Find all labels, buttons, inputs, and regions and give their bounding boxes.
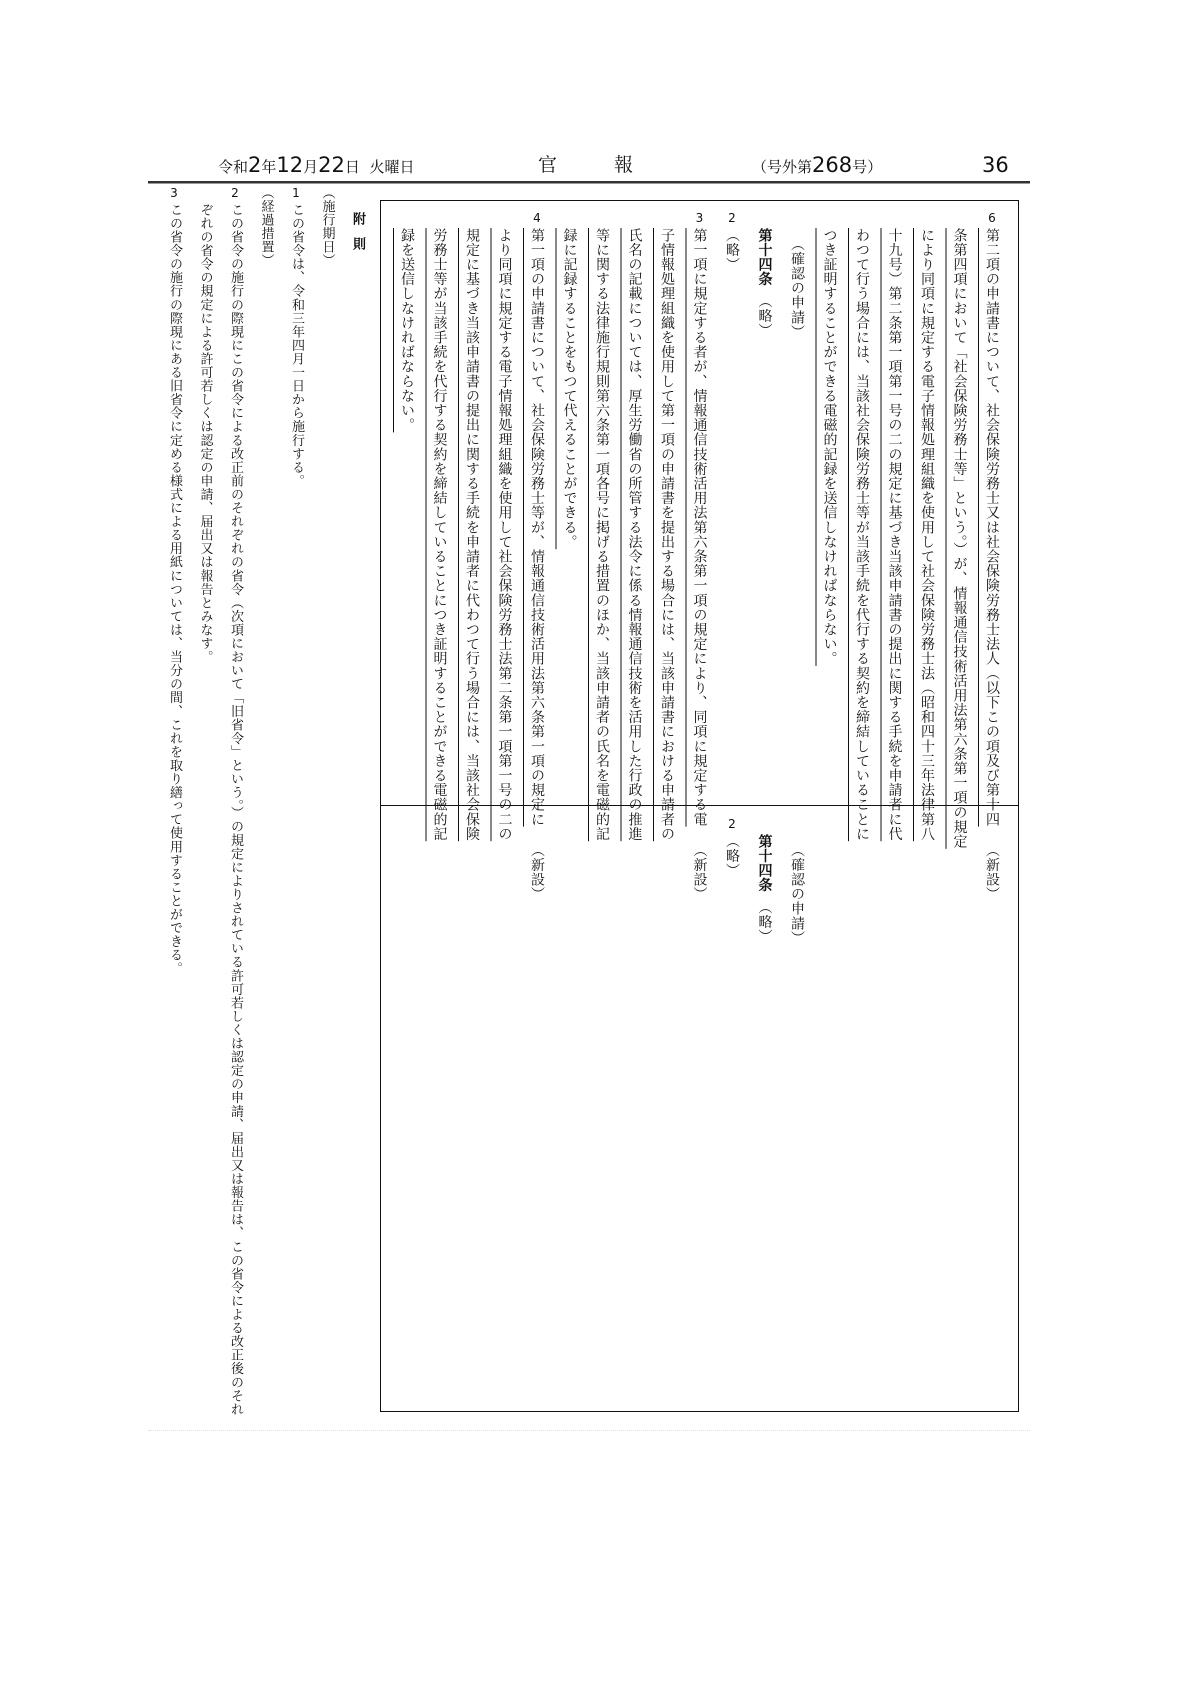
section-heading [521,817,554,1417]
text-column [586,817,619,1417]
section-heading [683,817,716,1417]
text-column [618,211,651,842]
paragraph-number: 6 [985,211,999,226]
column-text: 条第四項において「社会保険労務士等」という。）が、情報通信技術活用法第六条第一項の規定 [951,228,968,849]
column-text: 等に関する法律施行規則第六条第一項各号に掲げる措置のほか、当該申請者の氏名を電磁的記 [594,228,610,842]
paragraph-number: 4 [530,211,544,226]
text-column [553,211,586,813]
column-text: （略） [756,301,773,338]
column-text: （新設） [529,843,545,902]
text-column [586,211,619,842]
text-column [716,211,749,813]
issue-suffix: 号） [852,158,883,176]
page-number-value: 36 [982,153,1009,177]
text-column [553,817,586,1417]
text-column [159,186,190,1426]
text-column [846,817,879,1417]
weekday: 火曜日 [369,158,415,176]
column-text: （確認の申請） [789,843,805,946]
text-column [651,817,684,1417]
year-unit: 年 [261,158,277,176]
column-text: わつて行う場合には、当該社会保険労務士等が当該手続を代行する契約を締結していることに [854,228,870,842]
text-column [878,817,911,1417]
text-column [651,211,684,842]
text-column [748,817,781,1417]
section-heading [311,186,342,1426]
text-column [748,211,781,813]
year: 2 [248,153,262,177]
column-text: 録に記録することをもつて代えることができる。 [561,228,578,550]
column-text: 第一項に規定する者が、情報通信技術活用法第六条第一項の規定により、同項に規定する電 [691,228,708,827]
column-text: 労務士等が当該手続を代行する契約を締結していることにつき証明することができる電磁的記 [431,228,448,842]
column-text: 子情報処理組織を使用して第一項の申請書を提出する場合には、当該申請書における申請者の [659,228,675,842]
day: 22 [318,153,345,177]
month: 12 [276,153,304,177]
month-unit: 月 [303,158,319,176]
paragraph-number: 3 [692,211,707,226]
column-text: （施行期日） [319,186,335,268]
issue-num: 268 [812,153,853,177]
paragraph-number: 3 [167,186,181,201]
text-column [846,211,879,842]
column-text: より同項に規定する電子情報処理組織を使用して社会保険労務士法第二条第一項第一号の二の [496,228,513,842]
column-text: （新設） [691,843,708,902]
text-column [911,211,944,842]
column-text: （確認の申請） [789,237,805,340]
text-column [423,211,456,842]
column-text: （略） [724,228,740,272]
issue-number [752,150,882,180]
paragraph-number: 1 [289,186,303,201]
header-rule [148,181,1030,184]
text-column [716,817,749,1417]
era: 令和 [218,158,249,176]
day-unit: 日 [344,158,360,176]
text-column [391,211,424,813]
text-column [488,211,521,842]
supplementary-title [342,186,373,1426]
column-text: 附則 [350,212,365,262]
column-text: 第二項の申請書について、社会保険労務士又は社会保険労務士法人（以下この項及び第十四 [984,228,1000,827]
publication-title: 官 報 [538,154,634,176]
column-text: この省令は、令和三年四月一日から施行する。 [289,203,304,488]
text-column [813,817,846,1417]
column-text: 第一項の申請書について、社会保険労務士等が、情報通信技術活用法第六条第一項の規定に [529,228,545,827]
column-text: 十九号）第二条第一項第一号の二の規定に基づき当該申請書の提出に関する手続を申請者に代 [886,228,903,842]
column-text: ぞれの省令の規定による許可若しくは認定の申請、届出又は報告とみなす。 [197,203,213,664]
article-number: 第十四条 [756,228,773,287]
column-text: （新設） [984,843,1000,902]
section-heading [250,186,281,1426]
paragraph-number: 2 [725,211,739,226]
text-column [618,817,651,1417]
text-column [521,211,554,827]
text-column [911,817,944,1417]
issue-date [218,150,414,180]
column-text: この省令の施行の際現にこの省令による改正前のそれぞれの省令（次項において「旧省令」という。）の規定によりされている許可若しくは認定の申請、届出又は報告は、この省令による改正後のそれ [228,203,243,1416]
section-heading [781,211,814,813]
column-text: （略） [724,834,740,878]
text-column [189,186,220,1426]
text-column [878,211,911,842]
supplementary-provisions [150,186,372,1426]
text-column [943,817,976,1417]
original-text-section [382,807,1008,1417]
issue-prefix: （号外第 [752,158,813,176]
text-column [220,186,251,1426]
column-text: により同項に規定する電子情報処理組織を使用して社会保険労務士法（昭和四十三年法律第八 [919,228,935,842]
amended-text-section [382,201,1008,849]
column-text: 録を送信しなければならない。 [399,228,415,433]
column-text: （略） [756,907,773,944]
paragraph-number: 2 [228,186,242,201]
text-column [281,186,312,1426]
text-column [976,211,1009,827]
section-heading [976,817,1009,1417]
column-text: 氏名の記載については、厚生労働省の所管する法令に係る情報通信技術を活用した行政の推進 [626,228,643,842]
column-text: この省令の施行の際現にある旧省令に定める様式による用紙については、当分の間、これを取り繕って使用することができる。 [167,203,182,976]
column-text: 規定に基づき当該申請書の提出に関する手続を申請者に代わつて行う場合には、当該社会保険 [464,228,480,842]
section-heading [781,817,814,1417]
article-number: 第十四条 [756,834,773,893]
text-column [813,211,846,813]
text-column [943,211,976,849]
text-column [683,211,716,827]
paragraph-number: 2 [725,817,739,832]
page-number [982,150,1009,180]
column-text: （経過措置） [258,186,274,268]
column-text: つき証明することができる電磁的記録を送信しなければならない。 [821,228,838,666]
text-column [456,211,489,842]
